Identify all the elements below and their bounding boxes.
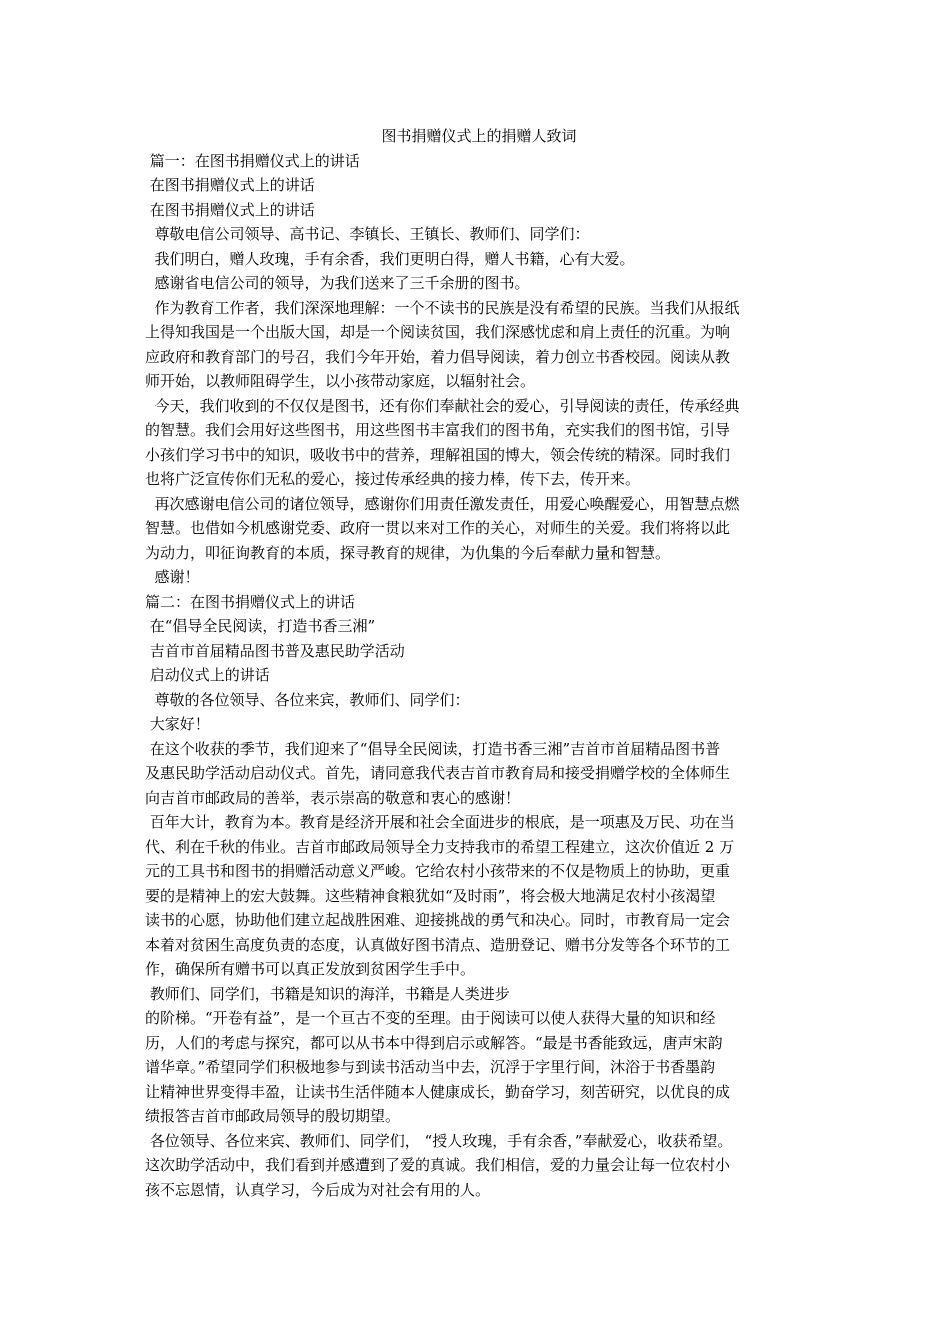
text-line: 小孩们学习书中的知识，吸收书中的营养，理解祖国的博大，领会传统的精深。同时我们 <box>145 445 731 464</box>
text-line: 作，确保所有赠书可以真正发放到贫困学生手中。 <box>145 960 476 978</box>
text-line: 各位领导、各位来宾、教师们、同学们， “授人玫瑰，手有余香，”奉献爱心，收获希望。 <box>145 1131 733 1150</box>
text-line: 感谢！ <box>145 568 200 586</box>
text-line: 尊敬电信公司领导、高书记、李镇长、王镇长、教师们、同学们： <box>145 225 590 243</box>
text-line: 读书的心愿，协助他们建立起战胜困难、迎接挑战的勇气和决心。同时，市教育局一定会 <box>145 911 731 929</box>
document-lines <box>145 149 813 1203</box>
text-line: 篇二：在图书捐赠仪式上的讲话 <box>145 592 356 611</box>
text-line: 教师们、同学们，书籍是知识的海洋，书籍是人类进步 <box>145 984 510 1003</box>
text-line: 再次感谢电信公司的诸位领导，感谢你们用责任激发责任，用爱心唤醒爱心，用智慧点燃 <box>145 494 740 513</box>
text-line: 绩报答吉首市邮政局领导的殷切期望。 <box>145 1107 401 1125</box>
text-line: 谱华章。”希望同学们积极地参与到读书活动当中去，沉浮于字里行间，沐浴于书香墨韵 <box>145 1058 716 1076</box>
text-line: 吉首市首届精品图书普及惠民助学活动 <box>145 641 405 660</box>
text-line: 在图书捐赠仪式上的讲话 <box>145 176 315 194</box>
text-line: 尊敬的各位领导、各位来宾，教师们、同学们： <box>145 690 470 709</box>
text-line: 大家好！ <box>145 715 210 733</box>
text-line: 篇一：在图书捐赠仪式上的讲话 <box>145 151 360 170</box>
text-line: 今天，我们收到的不仅仅是图书，还有你们奉献社会的爱心，引导阅读的责任，传承经典 <box>145 396 740 415</box>
text-line: 作为教育工作者，我们深深地理解：一个不读书的民族是没有希望的民族。当我们从报纸 <box>145 298 740 317</box>
text-line: 应政府和教育部门的号召，我们今年开始，着力倡导阅读，着力创立书香校园。阅读从教 <box>145 347 731 366</box>
text-line: 历，人们的考虑与探究，都可以从书本中得到启示或解答。“最是书香能致远，唐声宋韵 <box>145 1033 723 1052</box>
text-line: 本着对贫困生高度负责的态度，认真做好图书清点、造册登记、赠书分发等各个环节的工 <box>145 935 731 954</box>
text-line: 感谢省电信公司的领导，为我们送来了三千余册的图书。 <box>145 274 530 292</box>
text-line: 上得知我国是一个出版大国，却是一个阅读贫国，我们深感忧虑和肩上责任的沉重。为响 <box>145 323 731 341</box>
text-line: 要的是精神上的宏大鼓舞。这些精神食粮犹如“及时雨”，将会极大地满足农村小孩渴望 <box>145 886 716 905</box>
text-line: 让精神世界变得丰盈，让读书生活伴随本人健康成长，勤奋学习，刻苦研究，以优良的成 <box>145 1082 731 1101</box>
document-body <box>145 124 813 1202</box>
text-line: 师开始，以教师阻碍学生，以小孩带动家庭，以辐射社会。 <box>145 372 536 390</box>
text-line: 为动力，叩征询教育的本质，探寻教育的规律，为仇集的今后奉献力量和智慧。 <box>145 543 671 562</box>
text-line: 在“倡导全民阅读，打造书香三湘” <box>145 617 376 635</box>
text-line: 在这个收获的季节，我们迎来了“倡导全民阅读，打造书香三湘”吉首市首届精品图书普 <box>145 739 721 758</box>
text-line: 在图书捐赠仪式上的讲话 <box>145 200 315 219</box>
text-line: 这次助学活动中，我们看到并感遭到了爱的真诚。我们相信，爱的力量会让每一位农村小 <box>145 1156 731 1174</box>
text-line: 代、利在千秋的伟业。吉首市邮政局领导全力支持我市的希望工程建立，这次价值近 2 万 <box>145 837 735 856</box>
document-title: 图书捐赠仪式上的捐赠人致词 <box>381 127 577 145</box>
text-line: 我们明白，赠人玫瑰，手有余香，我们更明白得，赠人书籍，心有大爱。 <box>145 249 635 268</box>
text-line: 也将广泛宣传你们无私的爱心，接过传承经典的接力棒，传下去，传开来。 <box>145 470 641 488</box>
text-line: 启动仪式上的讲话 <box>145 666 270 684</box>
text-line: 及惠民助学活动启动仪式。首先，请同意我代表吉首市教育局和接受捐赠学校的全体师生 <box>145 764 731 782</box>
text-line: 元的工具书和图书的捐赠活动意义严峻。它给农村小孩带来的不仅是物质上的协助，更重 <box>145 862 731 880</box>
text-line: 智慧。也借如今机感谢党委、政府一贯以来对工作的关心，对师生的关爱。我们将将以此 <box>145 519 731 537</box>
text-line: 的阶梯。“开卷有益”，是一个亘古不变的至理。由于阅读可以使人获得大量的知识和经 <box>145 1009 716 1027</box>
text-line: 向吉首市邮政局的善举，表示崇高的敬意和衷心的感谢！ <box>145 788 521 807</box>
text-line: 百年大计，教育为本。教育是经济开展和社会全面进步的根底，是一项惠及万民、功在当 <box>145 813 735 831</box>
text-line: 的智慧。我们会用好这些图书，用这些图书丰富我们的图书角，充实我们的图书馆，引导 <box>145 421 731 439</box>
text-line: 孩不忘恩情，认真学习，今后成为对社会有用的人。 <box>145 1180 491 1199</box>
